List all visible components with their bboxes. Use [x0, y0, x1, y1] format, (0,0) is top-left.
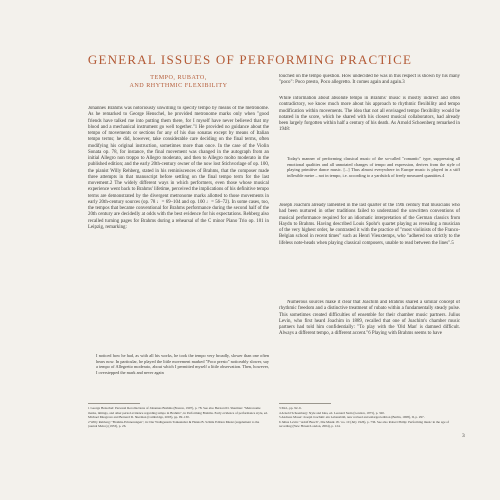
footnote-rule: [279, 403, 331, 404]
right-column: [279, 74, 460, 407]
footnote: 2 Willy Rehberg: "Brahms-Erinnerungen", in: Der Wolhgestein Tonkunstler & Hanns B. Schüle Edition Musiz (supplement to the journal Melos) (1933), p. 26.: [88, 419, 260, 428]
body-paragraph: Numerous sources make it clear that Joachim and Brahms shared a similar concept of rhythmic freedom and a distinctive treatment of rubato within a fundamentally steady pulse. This sometimes created difficulties of ensemble for their chamber music partners. Julius Levin, who first heard Joachim in 1889, recalled that one of Joachim's chamber music partners had told him confidentially: "To play with the 'Old Man' is damned difficult. Always a different tempo, a different accent."6 Playing with Brahms seems to have: [279, 300, 460, 337]
block-quote: I noticed how he had, as with all his works, he took the tempo very broadly, slower than one often hears now. In particular, he played the little movement marked "Poco presto" noticeably slower, say a tempo of Allegretto moderato, about which I permitted myself a little observation. Then, however, I overstepped the mark and never again: [96, 353, 269, 375]
footnote: 6 Julius Levin: "Adolf Busch", Die Musik 18 / no. 10 (July 1926), p. 736. See also Robert Philip: Performing music in the age of recording (New Haven/London, 2004), p. 124.: [279, 419, 449, 428]
page-number: 3: [462, 433, 465, 439]
footnotes-left: [88, 406, 269, 429]
footnote: 4 Arnold Schoenberg: Style and Idea, ed. Leonard Stein (London, 1975), p. 320.: [279, 410, 385, 415]
footnote: 3 Ibid., pp. 92–6.: [279, 406, 302, 410]
section-heading: [88, 74, 269, 90]
page-title: GENERAL ISSUES OF PERFORMING PRACTICE: [87, 52, 413, 67]
footnote: 5 Andreas Moser: Joseph Joachim: ein Lebensbild, new revised and enlarged edition (Berlin, 1908), II, p. 297.: [279, 415, 425, 419]
block-quote: Today's manner of performing classical music of the so-called "romantic" type, suppressing all emotional qualities and all unnotated changes of tempo and expression, derives from the style of playing primitive dance music. [...] Thus almost everywhere in Europe music is played in a stiff inflexible metre – not in tempo, i.e. according to a yardstick of freely measured quantities.4: [287, 156, 460, 178]
body-paragraph: touched on the tempo question. How undecided he was in this respect is shown by his many "poco": Poco presto, Poco allegretto. It comes again and again.3: [279, 74, 460, 86]
left-column: [88, 74, 269, 403]
body-paragraph: While information about absolute tempo in Brahms' music is mostly indirect and often contradictory, we know much more about his approach to rhythmic flexibility and tempo modification within movements. The idea that not all envisaged tempo flexibility would be notated in the score, which he shared with his closest musical collaborators, had already been largely forgotten within half a century of his death. As Arnold Schoenberg remarked in 1948:: [279, 96, 460, 133]
body-paragraph: Johannes Brahms was notoriously unwilling to specify tempo by means of the metronome. As he remarked to George Henschel, he provided metronome marks only when "good friends have talked me into putting them there, for I myself have never believed that my blood and a mechanical instrument go well together."1 He provided no guidance about the tempo of movements or sections for any of his duo sonatas except by means of Italian tempo terms; he did, however, take considerable care deciding on the final terms, often modifying his original instruction, sometimes more than once. In the case of the Violin Sonata op. 78, for instance, the final movement was changed in the autograph from an initial Allegro non troppo to Allegro moderato, and then to Allegro molto moderato in the published edition; and the early 20th-century owner of the now lost Stichvorlage of op. 100, the pianist Willy Rehberg, stated in his reminiscences of Brahms, that the composer made three attempts in that manuscript before settling on the final tempo term for the last movement.2 The widely different ways in which performers, even those whose musical experience went back to Brahms' lifetime, perceived the implications of his definitive tempo terms are demonstrated by the divergent metronome marks allotted to those movements in early 20th-century sources (op. 78 ♩= 69–104 and op. 100 ♩= 56–72). In some cases, too, the tempos that became conventional for Brahms performance during the second half of the 20th century are decidedly at odds with the best evidence for his expectations. Rehberg also recalled turning pages for Brahms during a rehearsal of the C minor Piano Trio op. 101 in Leipzig, remarking:: [88, 106, 269, 230]
section-heading-line-2: AND RHYTHMIC FLEXIBILITY: [129, 83, 228, 89]
footnotes-right: [279, 406, 460, 429]
section-heading-line-1: TEMPO, RUBATO,: [150, 75, 207, 81]
footnote: 1 George Henschel: Personal Recollections of Johannes Brahms (Boston, 1907), p. 78. See also Bernard D. Sherman: "Metronome marks, timings, and other period evidence regarding tempo in Brahms", in Performing Brahms. Early evidence of performance style, ed. Michael Musgrave and Bernard D. Sherman (Cambridge, 2003), pp. 99–130.: [88, 406, 268, 419]
body-paragraph: Joseph Joachim already lamented in the last quarter of the 19th century that musicians who had been nurtured in other traditions failed to understand the unwritten conventions of musical performance required for an idiomatic interpretation of the German classics from Haydn to Brahms. Having described Louis Spohr's quartet playing as revealing a musician of the very highest order, he contrasted it with the practice of "most violinists of the Franco-Belgian school in recent times" such as Henri Vieuxtemps, who "adhered too strictly to the lifeless note-heads when playing classical composers, unable to read between the lines".5: [279, 203, 460, 246]
footnote-rule: [88, 403, 140, 404]
